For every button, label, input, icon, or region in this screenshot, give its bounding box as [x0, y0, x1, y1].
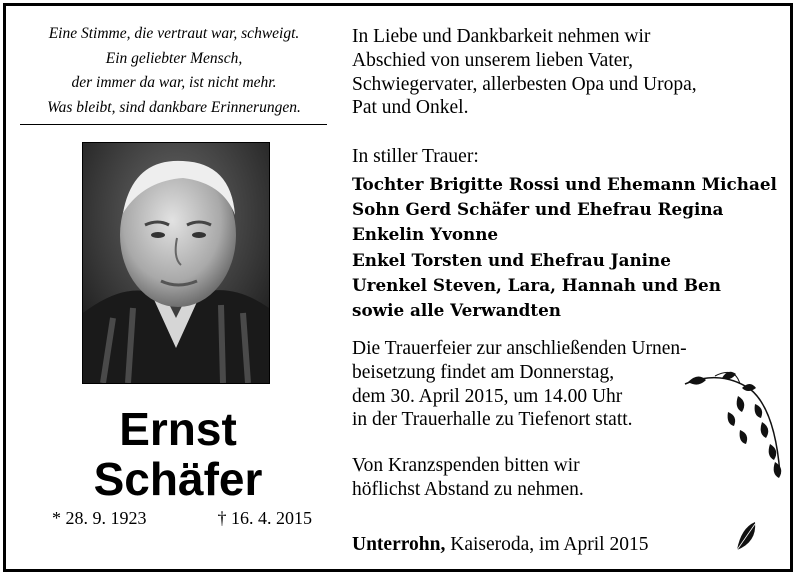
falling-leaf-icon: [725, 512, 775, 562]
closing-rest: Kaiseroda, im April 2015: [445, 534, 649, 555]
portrait-image: [83, 143, 269, 383]
service-line: beisetzung findet am Donnerstag,: [352, 361, 615, 383]
closing-place: Unterrohn,: [352, 534, 446, 555]
poem-line: Was bleibt, sind dankbare Erinnerungen.: [47, 98, 301, 116]
birth-date: * 28. 9. 1923: [52, 508, 147, 528]
poem: [14, 22, 334, 120]
wreath-line: Von Kranzspenden bitten wir: [352, 455, 580, 476]
service-line: in der Trauerhalle zu Tiefenort statt.: [352, 409, 633, 431]
family-line: Sohn Gerd Schäfer und Ehefrau Regina: [352, 199, 724, 220]
service-line: Die Trauerfeier zur anschließenden Urnen-: [352, 338, 687, 359]
poem-line: der immer da war, ist nicht mehr.: [71, 74, 277, 91]
death-date: † 16. 4. 2015: [217, 508, 312, 528]
portrait-photo: [82, 142, 270, 384]
closing-line: [352, 533, 648, 557]
intro-text: [352, 25, 772, 120]
deceased-last-name: Schäfer: [93, 453, 263, 505]
family-line: Enkel Torsten und Ehefrau Janine: [352, 249, 671, 270]
intro-line: Pat und Onkel.: [352, 97, 469, 119]
intro-line: In Liebe und Dankbarkeit nehmen wir: [352, 26, 651, 47]
family-line: Enkelin Yvonne: [352, 224, 499, 245]
family-list: [352, 172, 777, 323]
intro-line: Abschied von unserem lieben Vater,: [352, 49, 633, 71]
family-line: Tochter Brigitte Rossi und Ehemann Michael: [352, 174, 777, 194]
poem-line: Eine Stimme, die vertraut war, schweigt.: [48, 25, 300, 42]
family-line: sowie alle Verwandten: [352, 300, 562, 321]
poem-line: Ein geliebter Mensch,: [105, 49, 243, 67]
leaf-branch-icon: [680, 364, 790, 484]
service-line: dem 30. April 2015, um 14.00 Uhr: [352, 385, 623, 407]
divider: [20, 124, 327, 125]
deceased-first-name: Ernst: [119, 403, 237, 455]
family-line: Urenkel Steven, Lara, Hannah und Ben: [352, 274, 721, 295]
life-dates: [52, 506, 312, 530]
grief-label: In stiller Trauer:: [352, 146, 479, 167]
wreath-line: höflichst Abstand zu nehmen.: [352, 478, 584, 500]
intro-line: Schwiegervater, allerbesten Opa und Uropa,: [352, 73, 697, 95]
